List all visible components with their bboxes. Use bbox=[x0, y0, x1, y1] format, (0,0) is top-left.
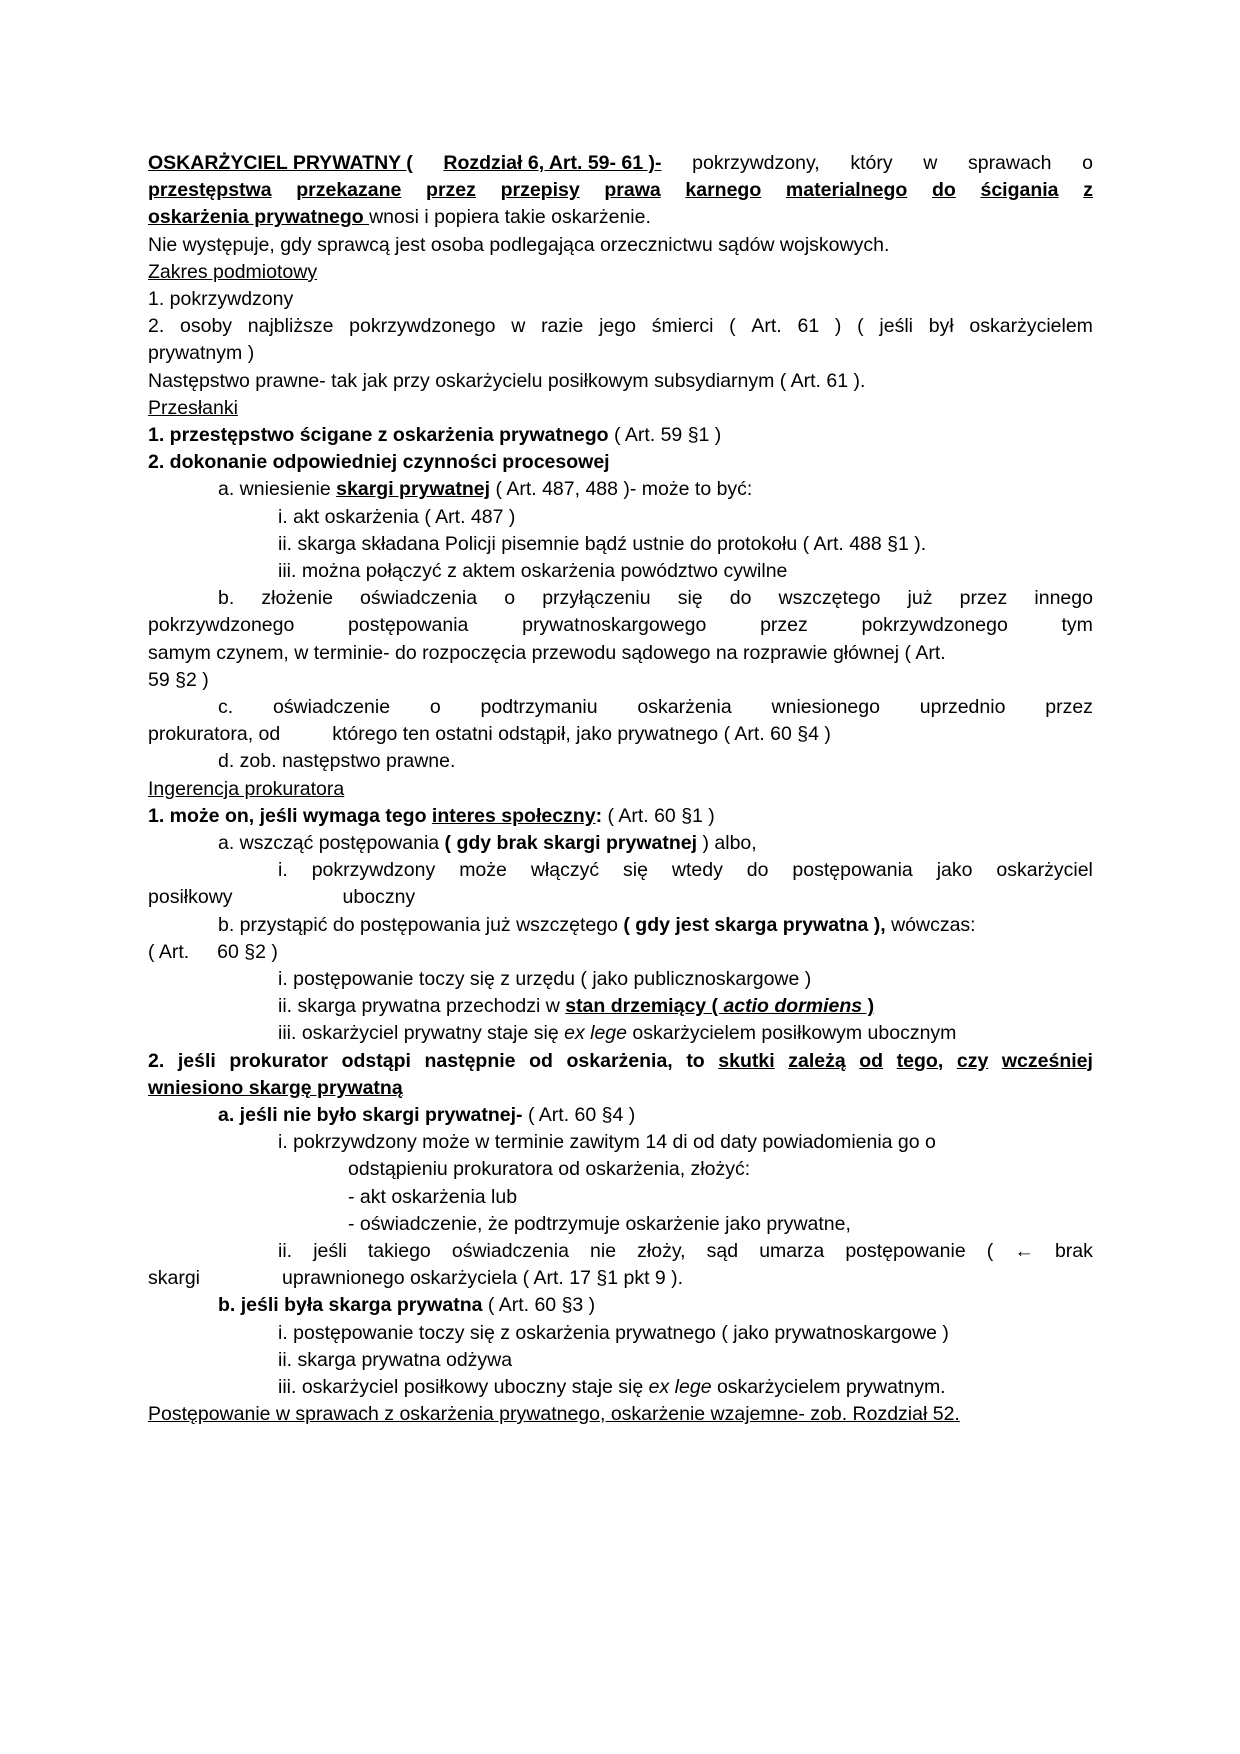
text-line bbox=[278, 502, 515, 532]
text-segment: i. bbox=[278, 859, 288, 882]
text-segment: ii. skarga składana Policji pisemnie bądź ustnie do protokołu ( Art. 488 §1 ). bbox=[278, 532, 927, 555]
text-segment: od bbox=[529, 1049, 553, 1072]
text-segment: ( Art. bbox=[148, 940, 190, 963]
text-segment: ex lege bbox=[564, 1022, 627, 1045]
text-segment: ex lege bbox=[648, 1376, 712, 1398]
text-segment: skargi prywatnej bbox=[336, 478, 491, 501]
text-segment: osoby bbox=[180, 315, 233, 338]
text-line bbox=[348, 1154, 750, 1184]
text-segment: prywatnym ) bbox=[148, 342, 255, 365]
text-segment: do bbox=[931, 179, 956, 202]
text-segment: iii. oskarżyciel posiłkowy uboczny staje się bbox=[278, 1376, 649, 1398]
text-segment: 2. bbox=[148, 1049, 165, 1072]
text-segment: do bbox=[746, 859, 769, 882]
text-line bbox=[148, 366, 865, 396]
text-segment: o bbox=[504, 587, 516, 610]
text-line bbox=[148, 338, 254, 368]
text-segment: i. akt oskarżenia ( Art. 487 ) bbox=[278, 505, 516, 528]
text-segment: najbliższe bbox=[247, 315, 334, 338]
text-line bbox=[148, 719, 831, 749]
text-segment: ( gdy brak skargi prywatnej bbox=[444, 832, 698, 854]
text-segment: b. przystąpić do postępowania już wszczętego bbox=[218, 913, 624, 936]
text-segment: prywatnoskargowego bbox=[522, 614, 707, 637]
text-segment: 2. bbox=[148, 315, 165, 338]
text-line bbox=[148, 447, 610, 477]
text-segment: ( Art. 60 §4 ) bbox=[522, 1104, 636, 1126]
text-line bbox=[218, 828, 757, 858]
text-segment: to bbox=[686, 1049, 705, 1072]
text-segment: Następstwo prawne- tak jak przy oskarżycielu posiłkowym subsydiarnym ( Art. 61 ). bbox=[148, 369, 866, 392]
text-line bbox=[148, 393, 238, 423]
text-segment: tego, bbox=[896, 1049, 944, 1072]
text-segment: postępowanie bbox=[845, 1240, 966, 1262]
text-segment: przez bbox=[426, 179, 476, 202]
text-segment: złoży, bbox=[637, 1240, 686, 1262]
text-segment: czy bbox=[956, 1049, 989, 1072]
text-segment: przekazane bbox=[296, 179, 402, 202]
text-line bbox=[348, 1209, 851, 1239]
text-segment: 60 §2 ) bbox=[217, 940, 278, 963]
text-segment: Zakres podmiotowy bbox=[148, 260, 318, 283]
text-line bbox=[278, 529, 926, 559]
text-line bbox=[278, 991, 874, 1021]
text-line bbox=[278, 1236, 1093, 1266]
text-segment: który bbox=[850, 152, 893, 174]
text-segment: nie bbox=[590, 1240, 617, 1262]
text-segment: 59 §2 ) bbox=[148, 668, 209, 691]
text-segment: ← bbox=[1014, 1240, 1034, 1262]
text-segment: uboczny bbox=[342, 886, 416, 909]
text-segment: skutki bbox=[718, 1049, 775, 1072]
text-segment: przez bbox=[760, 614, 808, 637]
text-segment: ii. bbox=[278, 1240, 293, 1262]
text-line bbox=[148, 882, 415, 912]
text-segment: ( bbox=[729, 315, 736, 338]
text-line bbox=[148, 284, 293, 314]
text-segment: ( gdy jest skarga prywatna ), bbox=[623, 913, 886, 936]
text-line bbox=[148, 175, 1093, 205]
text-line bbox=[148, 638, 946, 668]
text-segment: przez bbox=[959, 587, 1008, 610]
text-line bbox=[148, 230, 889, 260]
text-segment: włączyć bbox=[530, 859, 600, 882]
text-segment: oskarżenia, bbox=[566, 1049, 673, 1072]
text-segment: oskarżycielem bbox=[969, 315, 1093, 338]
text-segment: pokrzywdzony bbox=[311, 859, 436, 882]
text-segment: wniesionego bbox=[771, 696, 880, 718]
text-segment: materialnego bbox=[785, 179, 908, 202]
text-segment: iii. można połączyć z aktem oskarżenia powództwo cywilne bbox=[278, 560, 788, 582]
text-segment: : bbox=[595, 804, 603, 827]
text-segment: o bbox=[1082, 152, 1093, 174]
text-segment: ścigania bbox=[980, 179, 1059, 202]
text-line bbox=[148, 1073, 403, 1103]
text-line bbox=[218, 1100, 635, 1130]
text-segment: w bbox=[511, 315, 526, 338]
text-line bbox=[278, 556, 787, 586]
text-line bbox=[148, 665, 209, 695]
text-segment: uprzednio bbox=[919, 696, 1006, 718]
text-segment: b. bbox=[218, 587, 235, 610]
text-segment: oskarżenia prywatnego bbox=[148, 206, 370, 229]
text-segment: skargi bbox=[148, 1267, 201, 1290]
text-line bbox=[218, 910, 976, 940]
text-segment: ) albo, bbox=[697, 832, 757, 854]
text-line bbox=[278, 964, 811, 994]
text-segment: oświadczenie bbox=[272, 696, 391, 718]
text-segment: stan drzemiący ( bbox=[565, 995, 724, 1018]
text-segment: jako bbox=[936, 859, 973, 882]
text-segment: Ingerencja prokuratora bbox=[148, 777, 345, 800]
text-segment: iii. oskarżyciel prywatny staje się bbox=[278, 1022, 565, 1045]
text-segment: już bbox=[907, 587, 933, 610]
text-segment: postępowania bbox=[348, 614, 469, 637]
text-segment: Przesłanki bbox=[148, 396, 238, 419]
text-line bbox=[148, 1399, 960, 1429]
text-segment: ( Art. 59 §1 ) bbox=[608, 424, 722, 446]
text-segment: do bbox=[729, 587, 752, 610]
text-segment: a. jeśli nie było skargi prywatnej- bbox=[218, 1104, 523, 1126]
text-segment: oświadczenia bbox=[360, 587, 478, 610]
text-segment: wówczas: bbox=[885, 913, 976, 936]
text-line bbox=[278, 1372, 946, 1402]
text-segment: następnie bbox=[424, 1049, 516, 1072]
text-segment: pokrzywdzonego bbox=[861, 614, 1008, 637]
text-segment: od bbox=[859, 1049, 884, 1072]
text-segment: o bbox=[429, 696, 441, 718]
text-segment: z bbox=[1083, 179, 1093, 202]
text-segment: przestępstwa bbox=[148, 179, 272, 202]
text-segment: oskarżycielem posiłkowym ubocznym bbox=[626, 1022, 957, 1045]
text-segment: śmierci bbox=[651, 315, 714, 338]
text-line bbox=[148, 1263, 683, 1293]
text-segment: jeśli bbox=[879, 315, 913, 338]
text-segment: Nie występuje, gdy sprawcą jest osoba podlegająca orzecznictwu sądów wojskowych. bbox=[148, 233, 890, 256]
text-line bbox=[148, 148, 1093, 178]
text-segment: - akt oskarżenia lub bbox=[348, 1185, 518, 1208]
text-segment: sprawach bbox=[967, 152, 1052, 174]
text-segment: sąd bbox=[706, 1240, 739, 1262]
text-line bbox=[148, 774, 344, 804]
text-segment: ii. skarga prywatna odżywa bbox=[278, 1348, 513, 1371]
text-segment: jeśli bbox=[313, 1240, 347, 1262]
text-segment: prokuratora, od bbox=[148, 723, 281, 746]
text-segment: pokrzywdzony, bbox=[692, 152, 820, 174]
text-segment: 1. może on, jeśli wymaga tego bbox=[148, 804, 432, 827]
text-segment: przyłączeniu bbox=[542, 587, 651, 610]
text-segment: i. pokrzywdzony może w terminie zawitym 14 di od daty powiadomienia go o bbox=[278, 1131, 936, 1154]
text-segment: OSKARŻYCIEL PRYWATNY ( bbox=[148, 152, 413, 174]
text-line bbox=[148, 801, 715, 831]
text-segment: oskarżycielem prywatnym. bbox=[711, 1376, 946, 1398]
text-segment: razie bbox=[541, 315, 584, 338]
text-segment: 2. dokonanie odpowiedniej czynności procesowej bbox=[148, 451, 610, 474]
text-segment: ( Art. 60 §1 ) bbox=[602, 804, 715, 827]
text-segment: wnosi i popiera takie oskarżenie. bbox=[369, 206, 651, 229]
text-segment: Postępowanie w sprawach z oskarżenia prywatnego, oskarżenie wzajemne- zob. Rozdział 52. bbox=[148, 1403, 960, 1426]
text-segment: zależą bbox=[788, 1049, 846, 1072]
text-segment: może bbox=[459, 859, 507, 882]
text-segment: odstąpi bbox=[341, 1049, 411, 1072]
text-line bbox=[148, 257, 317, 287]
text-line bbox=[218, 583, 1093, 613]
text-segment: ) bbox=[862, 995, 875, 1018]
text-segment: w bbox=[923, 152, 938, 174]
text-segment: samym czynem, w terminie- do rozpoczęcia przewodu sądowego na rozprawie głównej ( Art. bbox=[148, 641, 946, 664]
text-line bbox=[278, 1318, 949, 1348]
text-segment: a. wszcząć postępowania bbox=[218, 832, 445, 854]
text-segment: - oświadczenie, że podtrzymuje oskarżenie jako prywatne, bbox=[348, 1212, 851, 1235]
text-line bbox=[278, 1018, 956, 1048]
text-segment: podtrzymaniu bbox=[480, 696, 598, 718]
text-line bbox=[348, 1182, 517, 1212]
text-segment: ii. skarga prywatna przechodzi w bbox=[278, 995, 566, 1018]
text-segment: odstąpieniu prokuratora od oskarżenia, złożyć: bbox=[348, 1158, 751, 1181]
text-line bbox=[218, 692, 1093, 722]
text-segment: się bbox=[677, 587, 703, 610]
text-segment: umarza bbox=[759, 1240, 825, 1262]
text-segment: innego bbox=[1034, 587, 1093, 610]
text-segment: złożenie bbox=[261, 587, 333, 610]
text-segment: actio dormiens bbox=[723, 995, 863, 1018]
text-segment: przez bbox=[1045, 696, 1093, 718]
text-segment: i. postępowanie toczy się z urzędu ( jako publicznoskargowe ) bbox=[278, 968, 812, 990]
text-segment: 1. przestępstwo ścigane z oskarżenia prywatnego bbox=[148, 424, 609, 446]
text-segment: prokurator bbox=[229, 1049, 328, 1072]
text-segment: przepisy bbox=[500, 179, 580, 202]
text-segment: tym bbox=[1061, 614, 1093, 637]
text-line bbox=[218, 474, 752, 504]
text-segment: postępowania bbox=[792, 859, 913, 882]
text-segment: Rozdział 6, Art. 59- 61 )- bbox=[443, 152, 662, 174]
text-segment: ( Art. 487, 488 )- może to być: bbox=[490, 478, 753, 501]
text-segment: był bbox=[928, 315, 954, 338]
text-segment: ( Art. 60 §3 ) bbox=[482, 1294, 596, 1317]
text-segment: d. zob. następstwo prawne. bbox=[218, 750, 456, 773]
text-segment: 1. pokrzywdzony bbox=[148, 288, 294, 310]
text-segment: którego ten ostatni odstąpił, jako prywatnego ( Art. 60 §4 ) bbox=[332, 723, 831, 746]
text-line bbox=[278, 1127, 936, 1157]
text-segment: jego bbox=[599, 315, 636, 338]
text-segment: oskarżenia bbox=[637, 696, 732, 718]
text-segment: Art. bbox=[751, 315, 782, 338]
text-line bbox=[148, 311, 1093, 341]
text-segment: interes społeczny bbox=[431, 804, 596, 827]
text-line bbox=[218, 1290, 595, 1320]
text-segment: 61 bbox=[797, 315, 820, 338]
text-segment: wtedy bbox=[671, 859, 723, 882]
text-line bbox=[278, 1345, 512, 1375]
text-segment: oświadczenia bbox=[451, 1240, 569, 1262]
text-segment: i. postępowanie toczy się z oskarżenia prywatnego ( jako prywatnoskargowe ) bbox=[278, 1321, 949, 1344]
text-segment: oskarżyciel bbox=[996, 859, 1093, 882]
text-segment: wcześniej bbox=[1001, 1049, 1093, 1072]
text-segment: wniesiono skargę prywatną bbox=[148, 1076, 403, 1099]
text-segment: c. bbox=[218, 696, 234, 718]
text-line bbox=[218, 746, 455, 776]
text-segment: karnego bbox=[685, 179, 762, 202]
text-line bbox=[148, 1046, 1093, 1076]
text-segment: ( bbox=[986, 1240, 994, 1262]
text-line bbox=[278, 855, 1093, 885]
text-line bbox=[148, 937, 278, 967]
text-segment: brak bbox=[1054, 1240, 1093, 1262]
text-segment: a. wniesienie bbox=[218, 478, 337, 501]
text-segment: pokrzywdzonego bbox=[349, 315, 496, 338]
text-segment: ( bbox=[857, 315, 864, 338]
text-line bbox=[148, 420, 721, 450]
text-segment: jeśli bbox=[177, 1049, 216, 1072]
text-segment: ) bbox=[834, 315, 842, 338]
text-segment: takiego bbox=[367, 1240, 431, 1262]
text-line bbox=[148, 202, 651, 232]
text-line bbox=[148, 610, 1093, 640]
text-segment: prawa bbox=[604, 179, 661, 202]
text-segment: się bbox=[623, 859, 648, 882]
text-segment: b. jeśli była skarga prywatna bbox=[218, 1294, 483, 1317]
text-segment: pokrzywdzonego bbox=[148, 614, 295, 637]
text-segment: wszczętego bbox=[778, 587, 881, 610]
text-segment: posiłkowy bbox=[148, 886, 233, 909]
text-segment: uprawnionego oskarżyciela ( Art. 17 §1 pkt 9 ). bbox=[282, 1267, 684, 1290]
